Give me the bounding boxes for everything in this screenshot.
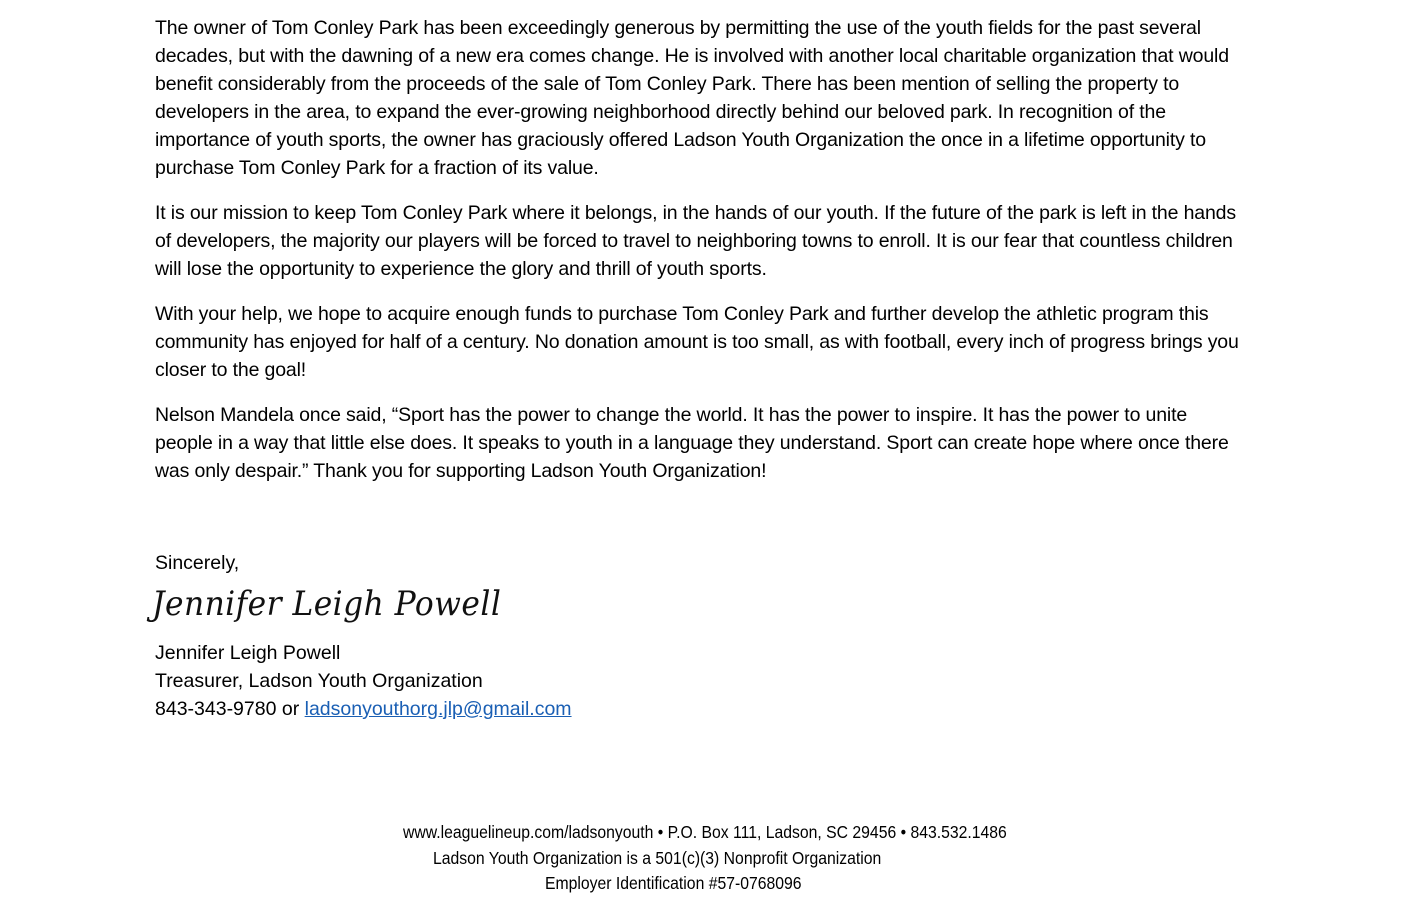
email-link[interactable]: ladsonyouthorg.jlp@gmail.com (304, 698, 572, 720)
paragraph-help: With your help, we hope to acquire enough funds to purchase Tom Conley Park and further develop the athletic program this community has enjoyed for half of a century. No donation amount is too small, as with football, every inch of progress brings you closer to the goal! (155, 303, 1239, 381)
paragraph-owner: The owner of Tom Conley Park has been exceedingly generous by permitting the use of the youth fields for the past several decades, but with the dawning of a new era comes change. He is involved with another local charitable organization that would benefit considerably from the proceeds of the sale of Tom Conley Park. There has been mention of selling the property to developers in the area, to expand the ever-growing neighborhood directly behind our beloved park. In recognition of the importance of youth sports, the owner has graciously offered Ladson Youth Organization the once in a lifetime opportunity to purchase Tom Conley Park for a fraction of its value. (155, 17, 1229, 179)
closing: Sincerely, (155, 552, 240, 574)
footer-address-line: www.leaguelineup.com/ladsonyouth • P.O. Box 111, Ladson, SC 29456 • 843.532.1486 (403, 822, 1007, 842)
signer-title: Treasurer, Ladson Youth Organization (155, 670, 483, 692)
footer-nonprofit-line: Ladson Youth Organization is a 501(c)(3) Nonprofit Organization (433, 848, 882, 868)
footer-ein-line: Employer Identification #57-0768096 (545, 873, 802, 893)
handwritten-signature: Jennifer Leigh Powell (152, 584, 502, 624)
paragraph-quote: Nelson Mandela once said, “Sport has the power to change the world. It has the power to inspire. It has the power to unite people in a way that little else does. It speaks to youth in a language they understand. Sport can create hope where once there was only despair.” Thank you for supporting Ladson Youth Organization! (155, 404, 1229, 482)
letter-body (155, 14, 1245, 502)
signature-block (155, 639, 572, 723)
signer-name: Jennifer Leigh Powell (155, 642, 341, 664)
contact-phone: 843-343-9780 or (155, 698, 305, 720)
contact-line (155, 695, 572, 723)
paragraph-mission: It is our mission to keep Tom Conley Park where it belongs, in the hands of our youth. If the future of the park is left in the hands of developers, the majority our players will be forced to travel to neighboring towns to enroll. It is our fear that countless children will lose the opportunity to experience the glory and thrill of youth sports. (155, 202, 1236, 280)
